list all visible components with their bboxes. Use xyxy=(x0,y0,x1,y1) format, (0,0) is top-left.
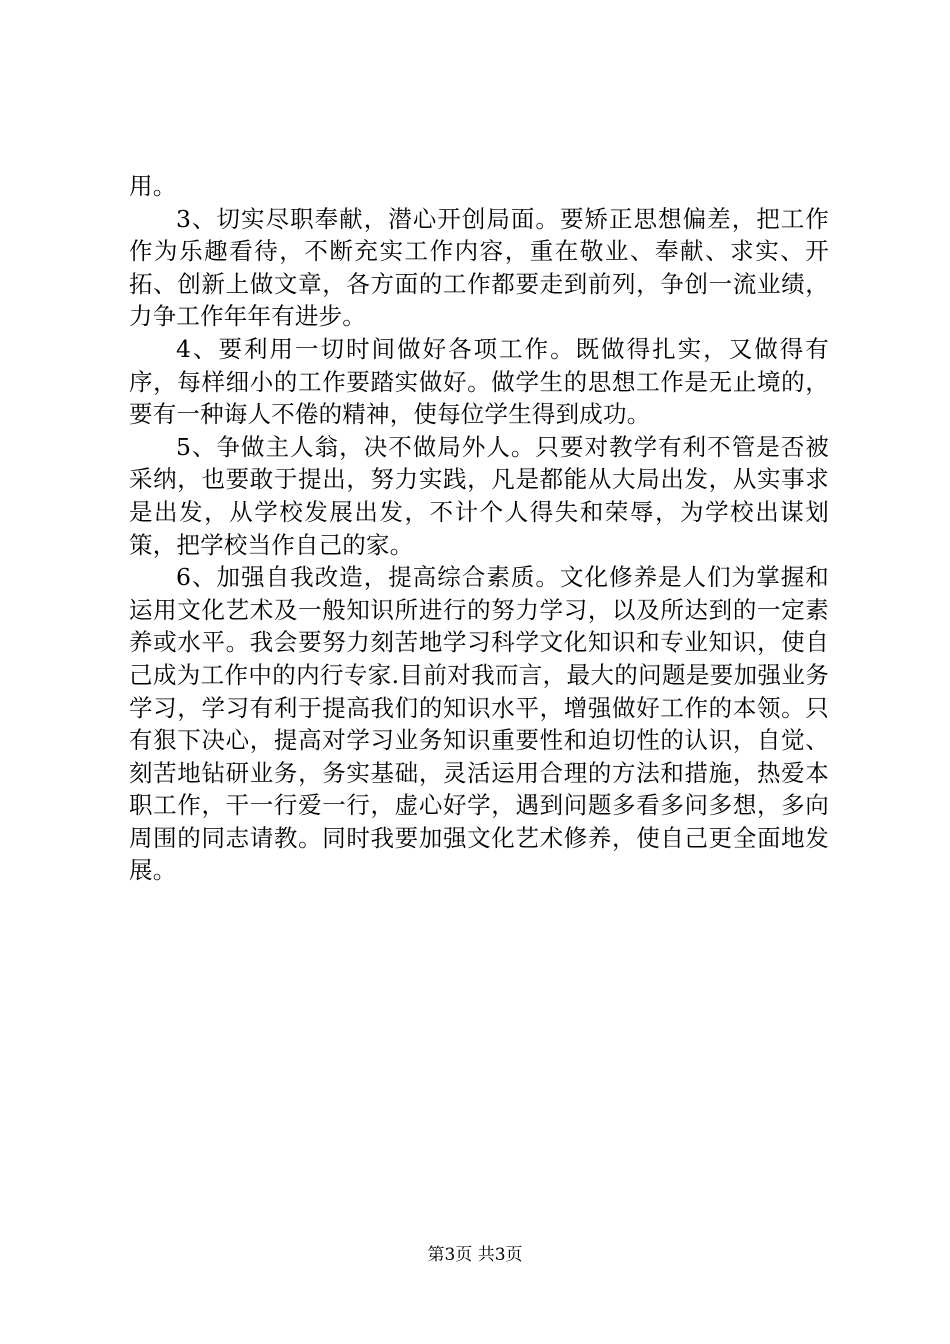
paragraph-item-3: 3、切实尽职奉献，潜心开创局面。要矫正思想偏差，把工作作为乐趣看待，不断充实工作内容，重在敬业、奉献、求实、开拓、创新上做文章，各方面的工作都要走到前列，争创一流业绩，力争工作年年有进步。 xyxy=(129,204,829,331)
paragraph-item-4: 4、要利用一切时间做好各项工作。既做得扎实，又做得有序，每样细小的工作要踏实做好。做学生的思想工作是无止境的，要有一种诲人不倦的精神，使每位学生得到成功。 xyxy=(129,334,829,429)
document-body xyxy=(129,170,829,887)
paragraph-item-5: 5、争做主人翁，决不做局外人。只要对教学有利不管是否被采纳，也要敢于提出，努力实践，凡是都能从大局出发，从实事求是出发，从学校发展出发，不计个人得失和荣辱，为学校出谋划策，把学校当作自己的家。 xyxy=(129,432,829,559)
page-footer: 第3页 共3页 xyxy=(427,1245,523,1265)
paragraph-continuation: 用。 xyxy=(129,172,177,200)
paragraph-item-6: 6、加强自我改造，提高综合素质。文化修养是人们为掌握和运用文化艺术及一般知识所进行的努力学习，以及所达到的一定素养或水平。我会要努力刻苦地学习科学文化知识和专业知识，使自己成为工作中的内行专家.目前对我而言，最大的问题是要加强业务学习，学习有利于提高我们的知识水平，增强做好工作的本领。只有狠下决心，提高对学习业务知识重要性和迫切性的认识，自觉、刻苦地钻研业务，务实基础，灵活运用合理的方法和措施，热爱本职工作，干一行爱一行，虚心好学，遇到问题多看多问多想，多向周围的同志请教。同时我要加强文化艺术修养，使自己更全面地发展。 xyxy=(129,563,829,885)
